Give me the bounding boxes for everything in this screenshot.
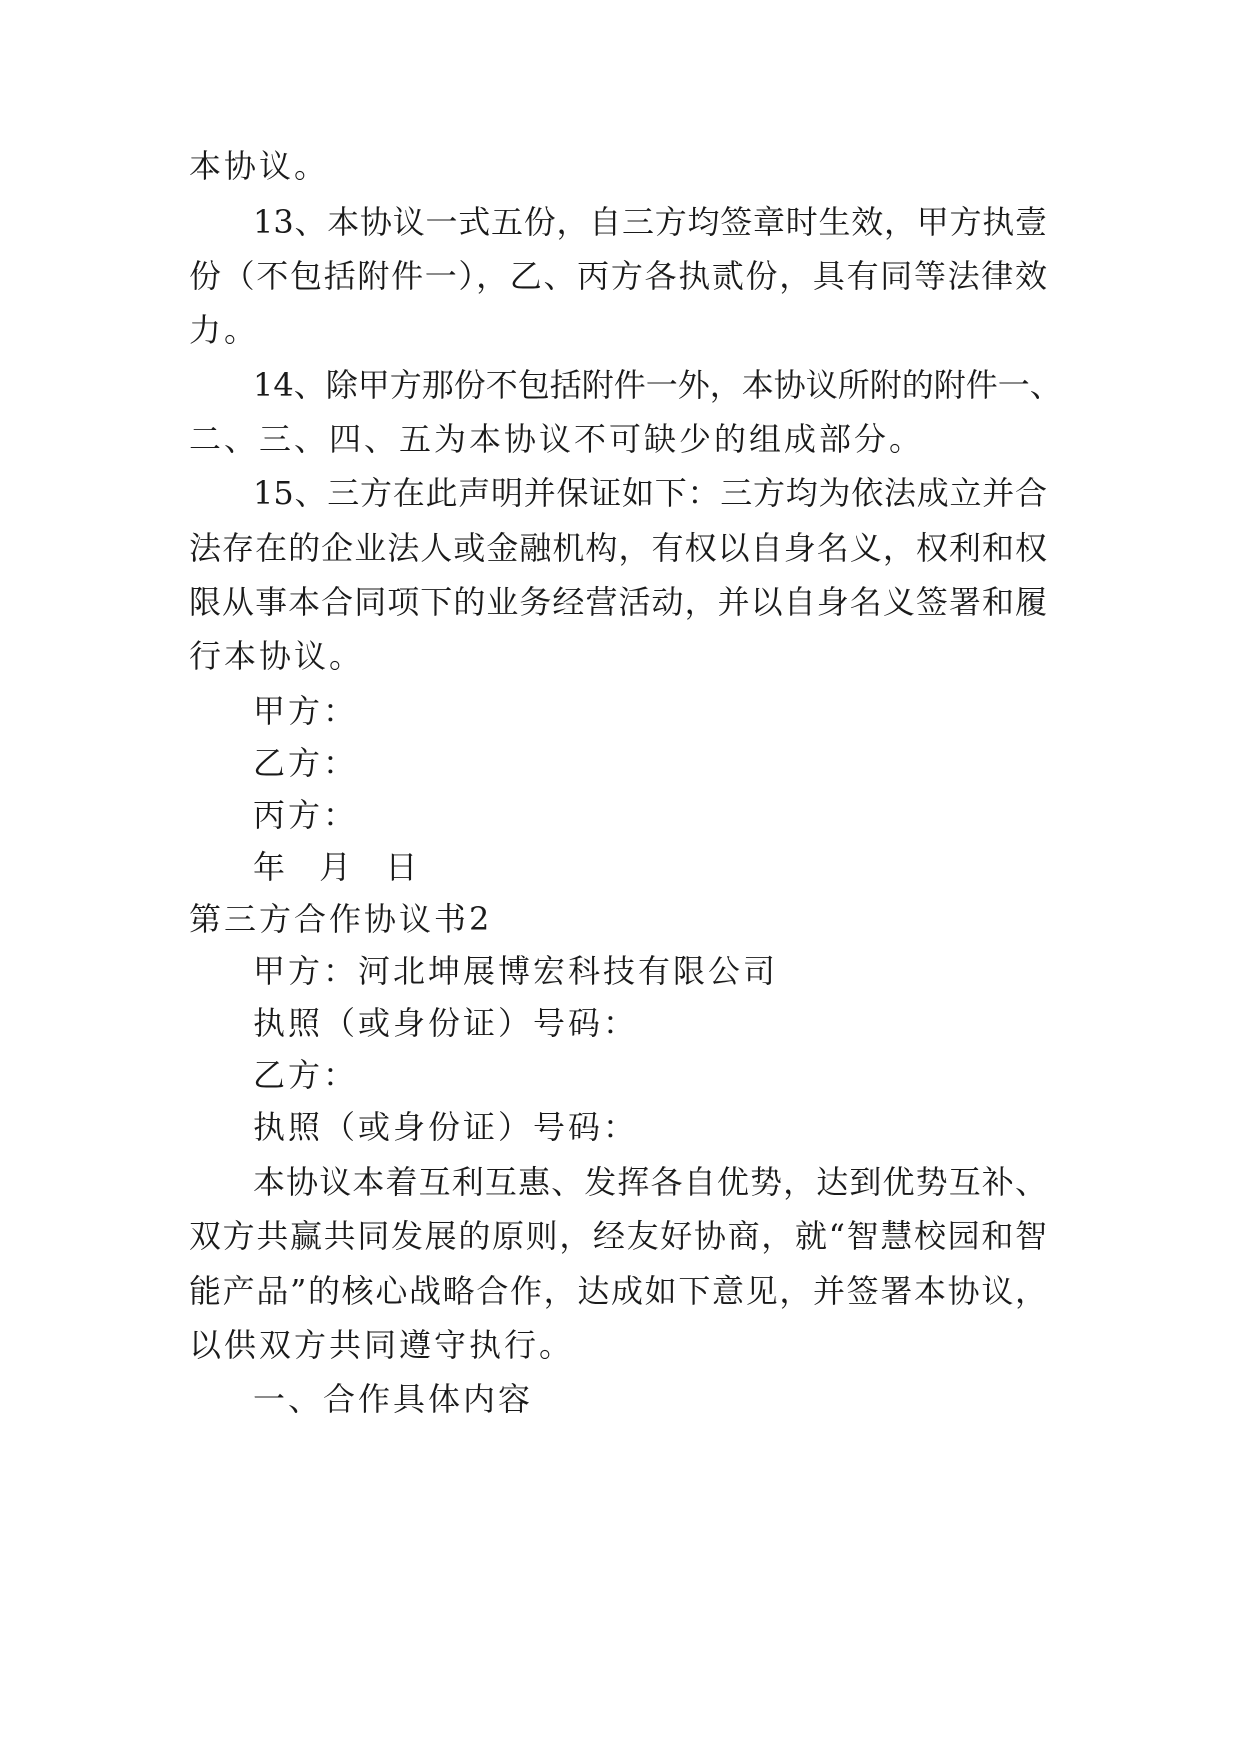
party-c-signature-label: 丙方： [253, 796, 359, 834]
clause-14-line-1: 14、除甲方那份不包括附件一外，本协议所附的附件一、 [253, 366, 1062, 404]
party-a-license-number: 执照（或身份证）号码： [253, 1004, 639, 1042]
party-b-name: 乙方： [253, 1056, 359, 1094]
intro-line-3: 能产品”的核心战略合作，达成如下意见，并签署本协议， [189, 1272, 1047, 1310]
clause-14-line-2: 二、三、四、五为本协议不可缺少的组成部分。 [189, 420, 925, 458]
heading-cooperation-content: 一、合作具体内容 [253, 1380, 534, 1418]
clause-13-line-2: 份（不包括附件一），乙、丙方各执贰份，具有同等法律效 [189, 257, 1047, 295]
section-title: 第三方合作协议书2 [189, 900, 493, 938]
party-b-signature-label: 乙方： [253, 744, 359, 782]
clause-15-line-2: 法存在的企业法人或金融机构，有权以自身名义，权利和权 [189, 529, 1047, 567]
intro-line-2: 双方共赢共同发展的原则，经友好协商，就“智慧校园和智 [189, 1217, 1047, 1255]
signature-date: 年 月 日 [253, 848, 421, 886]
clause-15-line-1: 15、三方在此声明并保证如下：三方均为依法成立并合 [253, 474, 1047, 512]
clause-15-line-3: 限从事本合同项下的业务经营活动，并以自身名义签署和履 [189, 583, 1047, 621]
text-line: 本协议。 [189, 147, 330, 185]
intro-line-1: 本协议本着互利互惠、发挥各自优势，达到优势互补、 [253, 1163, 1047, 1201]
party-a-name: 甲方：河北坤展博宏科技有限公司 [253, 952, 779, 990]
party-a-signature-label: 甲方： [253, 692, 359, 730]
clause-15-line-4: 行本协议。 [189, 637, 365, 675]
party-b-license-number: 执照（或身份证）号码： [253, 1108, 639, 1146]
clause-13-line-1: 13、本协议一式五份，自三方均签章时生效，甲方执壹 [253, 203, 1047, 241]
clause-13-line-3: 力。 [189, 311, 260, 349]
intro-line-4: 以供双方共同遵守执行。 [189, 1326, 575, 1364]
